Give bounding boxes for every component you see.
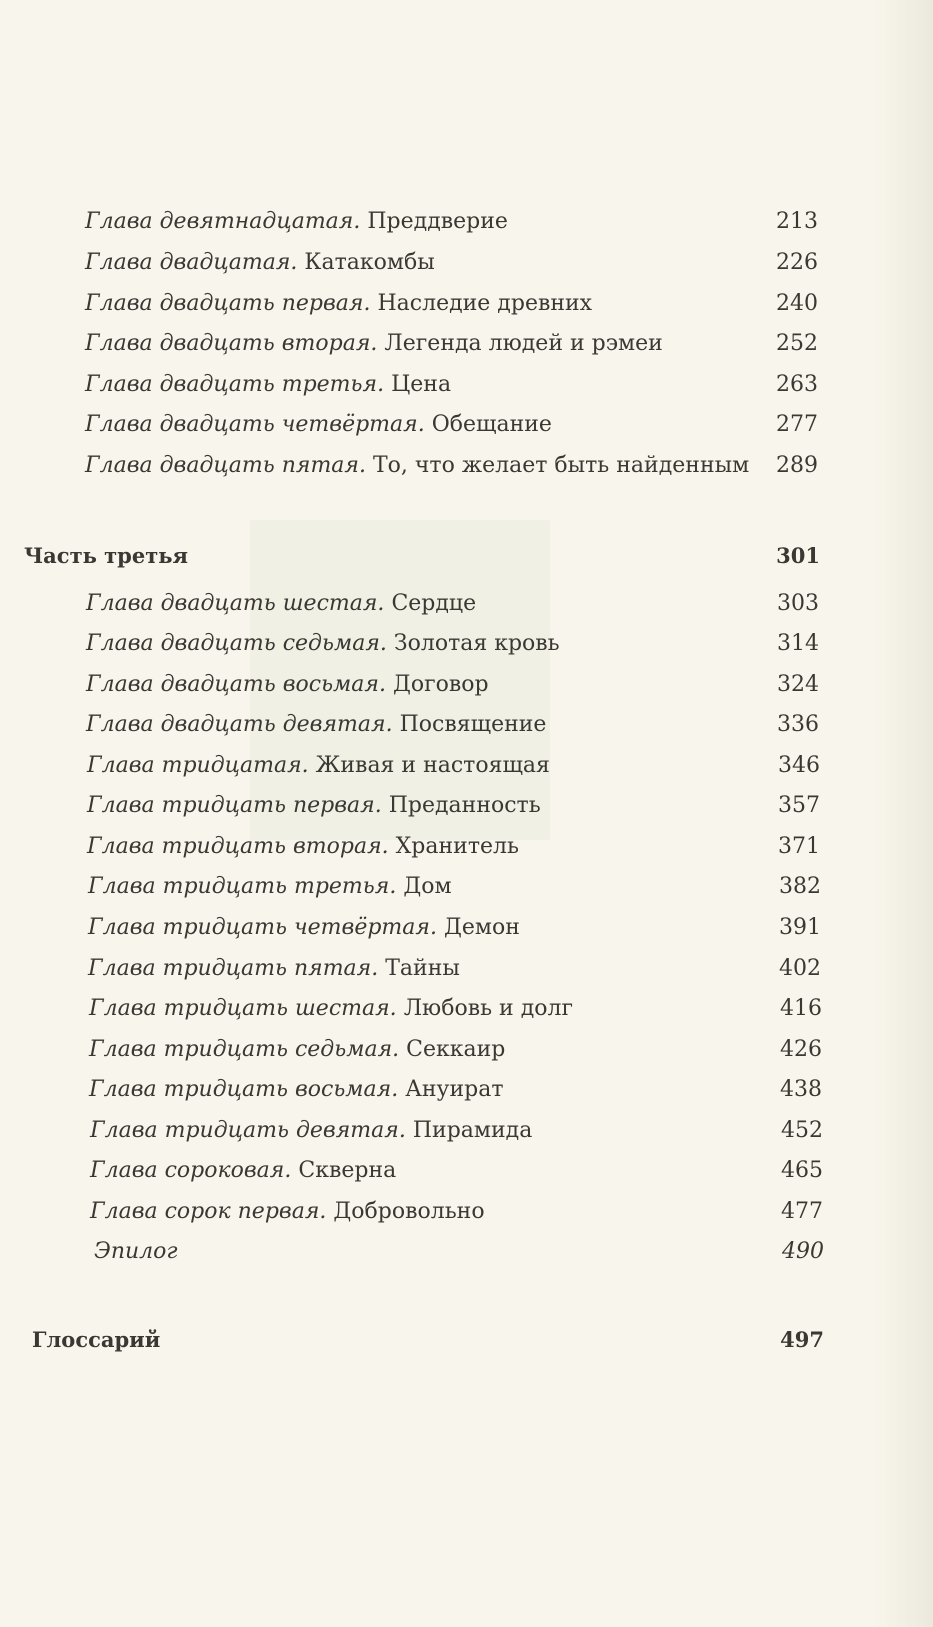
chapter-label: Глава тридцать восьмая.: [89, 1077, 399, 1102]
chapter-label: Глава двадцать восьмая.: [86, 672, 386, 697]
toc-entry[interactable]: [85, 330, 818, 358]
toc-entry[interactable]: [86, 630, 819, 658]
chapter-label: Глава сорок первая.: [90, 1199, 327, 1224]
page-number: 263: [776, 372, 818, 397]
chapter-label: Глава двадцать пятая.: [85, 453, 366, 478]
toc-glossary-heading[interactable]: [32, 1326, 824, 1354]
chapter-name: Преддверие: [367, 209, 508, 234]
page-number: 277: [776, 412, 818, 437]
page-number: 324: [777, 672, 819, 697]
part-title: Часть третья: [24, 543, 188, 568]
toc-entry[interactable]: [87, 752, 820, 780]
chapter-label: Глава двадцать вторая.: [85, 331, 378, 356]
chapter-name: Обещание: [431, 412, 552, 437]
page-number: 357: [778, 793, 820, 818]
chapter-label: Глава двадцать первая.: [85, 291, 371, 316]
chapter-name: Живая и настоящая: [315, 753, 550, 778]
chapter-name: Золотая кровь: [393, 631, 560, 656]
page-number: 289: [776, 453, 818, 478]
toc-entry[interactable]: [88, 873, 821, 901]
chapter-label: Глава двадцать четвёртая.: [85, 412, 425, 437]
page-number: 371: [778, 834, 820, 859]
toc-entry[interactable]: [87, 792, 820, 820]
toc-entry[interactable]: [86, 590, 819, 618]
page-number: 226: [776, 250, 818, 275]
chapter-name: Дом: [403, 874, 452, 899]
chapter-name: Хранитель: [395, 834, 519, 859]
toc-entry[interactable]: [86, 711, 819, 739]
toc-entry[interactable]: [90, 1117, 823, 1145]
chapter-label: Глава тридцать первая.: [87, 793, 382, 818]
chapter-label: Глава тридцать девятая.: [90, 1118, 406, 1143]
chapter-label: Глава тридцать пятая.: [88, 956, 379, 981]
page-edge-shadow: [873, 0, 933, 1627]
chapter-label: Глава двадцать третья.: [85, 372, 385, 397]
chapter-name: Секкаир: [406, 1037, 506, 1062]
chapter-label: Глава сороковая.: [90, 1158, 292, 1183]
chapter-name: Демон: [443, 915, 520, 940]
chapter-name: Ануират: [405, 1077, 504, 1102]
page-number: 314: [777, 631, 819, 656]
page-number: 346: [778, 753, 820, 778]
page-number: 213: [776, 209, 818, 234]
chapter-name: Цена: [391, 372, 452, 397]
toc-entry[interactable]: [85, 208, 818, 236]
chapter-label: Глава девятнадцатая.: [85, 209, 361, 234]
chapter-label: Глава двадцать седьмая.: [86, 631, 387, 656]
toc-entry[interactable]: [89, 995, 822, 1023]
chapter-name: Наследие древних: [377, 291, 593, 316]
chapter-label: Глава тридцать шестая.: [89, 996, 397, 1021]
chapter-name: Добровольно: [333, 1199, 485, 1224]
epilogue-title: Эпилог: [94, 1239, 178, 1264]
chapter-label: Глава тридцатая.: [87, 753, 309, 778]
page-number: 402: [779, 956, 821, 981]
chapter-label: Глава двадцать девятая.: [86, 712, 393, 737]
page-number: 490: [782, 1239, 824, 1264]
page-number: 301: [776, 543, 820, 568]
page-number: 438: [780, 1077, 822, 1102]
chapter-name: Пирамида: [412, 1118, 533, 1143]
page-number: 477: [781, 1199, 823, 1224]
toc-entry[interactable]: [87, 833, 820, 861]
toc-entry[interactable]: [85, 290, 818, 318]
chapter-name: Посвящение: [399, 712, 547, 737]
chapter-label: Глава тридцать четвёртая.: [88, 915, 437, 940]
page-number: 303: [777, 591, 819, 616]
page-number: 497: [780, 1327, 824, 1352]
page-number: 426: [780, 1037, 822, 1062]
toc-entry-epilogue[interactable]: [94, 1238, 824, 1266]
toc-entry[interactable]: [90, 1157, 823, 1185]
glossary-title: Глоссарий: [32, 1327, 161, 1352]
chapter-name: Скверна: [298, 1158, 397, 1183]
chapter-label: Глава тридцать вторая.: [87, 834, 389, 859]
chapter-name: Любовь и долг: [403, 996, 573, 1021]
page-number: 465: [781, 1158, 823, 1183]
chapter-name: Преданность: [388, 793, 541, 818]
toc-entry[interactable]: [89, 1036, 822, 1064]
toc-part-heading[interactable]: [24, 542, 820, 570]
page-number: 382: [779, 874, 821, 899]
page-number: 240: [776, 291, 818, 316]
chapter-label: Глава двадцать шестая.: [86, 591, 385, 616]
chapter-label: Глава двадцатая.: [85, 250, 298, 275]
chapter-name: Сердце: [391, 591, 477, 616]
toc-entry[interactable]: [85, 249, 818, 277]
page-number: 252: [776, 331, 818, 356]
toc-entry[interactable]: [90, 1198, 823, 1226]
chapter-name: То, что желает быть найденным: [372, 453, 750, 478]
toc-entry[interactable]: [86, 671, 819, 699]
chapter-name: Договор: [392, 672, 489, 697]
toc-entry[interactable]: [85, 452, 818, 480]
page-number: 391: [779, 915, 821, 940]
chapter-label: Глава тридцать третья.: [88, 874, 397, 899]
toc-entry[interactable]: [85, 411, 818, 439]
page-number: 416: [780, 996, 822, 1021]
chapter-name: Катакомбы: [304, 250, 435, 275]
page-number: 452: [781, 1118, 823, 1143]
toc-entry[interactable]: [88, 914, 821, 942]
toc-entry[interactable]: [89, 1076, 822, 1104]
toc-entry[interactable]: [88, 955, 821, 983]
chapter-name: Тайны: [385, 956, 460, 981]
page-number: 336: [777, 712, 819, 737]
chapter-name: Легенда людей и рэмеи: [384, 331, 663, 356]
chapter-label: Глава тридцать седьмая.: [89, 1037, 400, 1062]
toc-entry[interactable]: [85, 371, 818, 399]
